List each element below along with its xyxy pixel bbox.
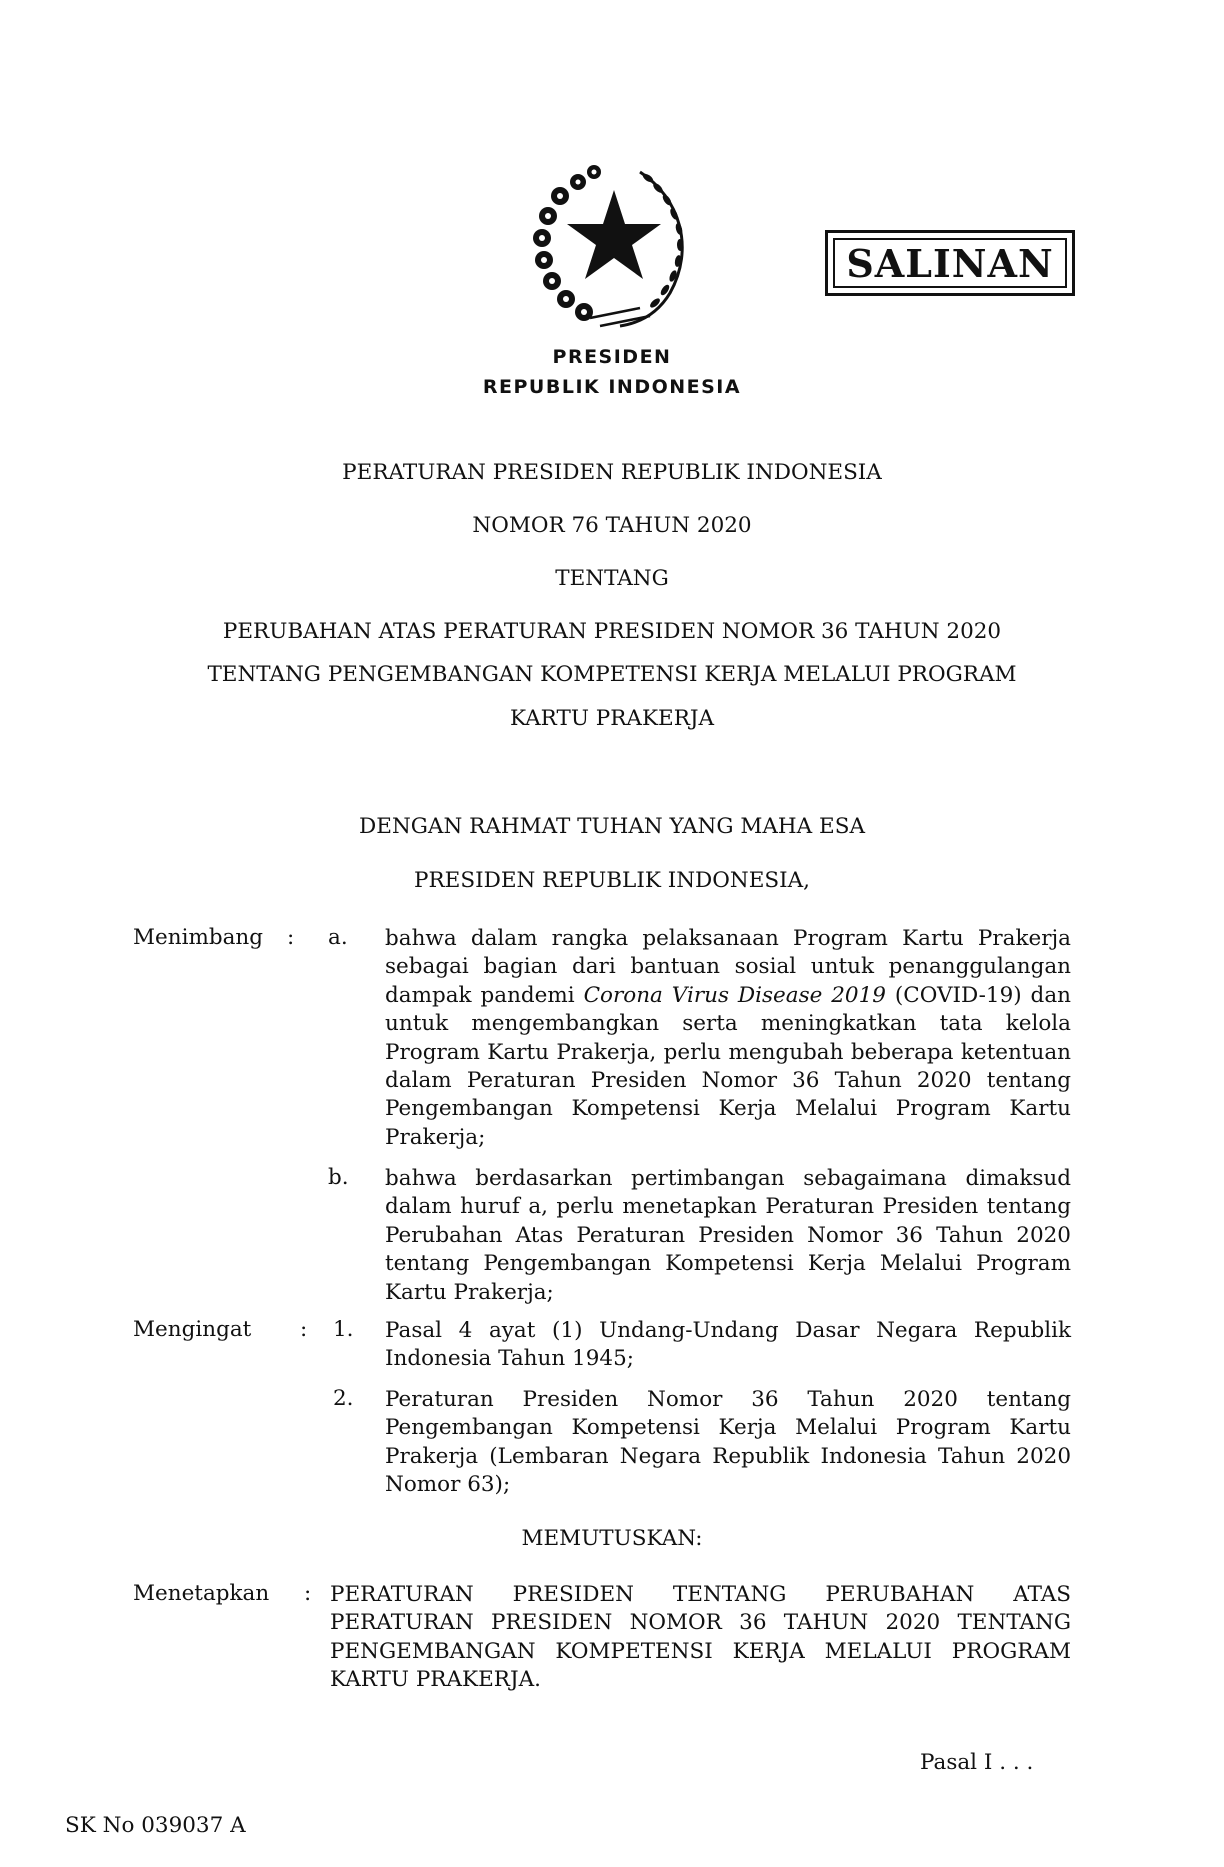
menetapkan-label: Menetapkan bbox=[133, 1581, 270, 1606]
title-line3: TENTANG bbox=[555, 566, 669, 591]
menetapkan-text: PERATURAN PRESIDEN TENTANG PERUBAHAN ATAS PERATURAN PRESIDEN NOMOR 36 TAHUN 2020 TENTANG PENGEMBANGAN KOMPETENSI KERJA MELALUI PROGRAM KARTU PRAKERJA. bbox=[330, 1582, 1071, 1693]
next-page-indicator: Pasal I . . . bbox=[920, 1750, 1034, 1775]
menimbang-colon: : bbox=[287, 925, 295, 950]
mengingat-item-1-mark: 1. bbox=[333, 1317, 354, 1342]
mengingat-item-1-text: Pasal 4 ayat (1) Undang-Undang Dasar Negara Republik Indonesia Tahun 1945; bbox=[385, 1318, 1071, 1372]
preamble-line1: DENGAN RAHMAT TUHAN YANG MAHA ESA bbox=[359, 814, 865, 839]
menimbang-item-b-mark: b. bbox=[328, 1165, 349, 1190]
header-line2: REPUBLIK INDONESIA bbox=[482, 376, 742, 398]
title-line4: PERUBAHAN ATAS PERATURAN PRESIDEN NOMOR 36 TAHUN 2020 bbox=[222, 619, 1002, 644]
presidential-emblem-icon bbox=[530, 158, 698, 333]
document-serial-number: SK No 039037 A bbox=[65, 1813, 246, 1838]
menetapkan-colon: : bbox=[304, 1581, 312, 1606]
preamble-line2: PRESIDEN REPUBLIK INDONESIA, bbox=[414, 868, 810, 893]
menimbang-label: Menimbang bbox=[133, 925, 264, 950]
mengingat-label: Mengingat bbox=[133, 1317, 252, 1342]
mengingat-colon: : bbox=[300, 1317, 308, 1342]
salinan-stamp-text: SALINAN bbox=[833, 238, 1067, 288]
title-line1: PERATURAN PRESIDEN REPUBLIK INDONESIA bbox=[342, 460, 882, 485]
menimbang-item-a-text-italic: Corona Virus Disease 2019 bbox=[583, 982, 886, 1008]
title-line5: TENTANG PENGEMBANGAN KOMPETENSI KERJA MELALUI PROGRAM bbox=[207, 662, 1017, 687]
title-line6: KARTU PRAKERJA bbox=[509, 706, 715, 731]
menimbang-item-b-text: bahwa berdasarkan pertimbangan sebagaimana dimaksud dalam huruf a, perlu menetapkan Peraturan Presiden tentang Perubahan Atas Peraturan Presiden Nomor 36 Tahun 2020 tentang Pengembangan Kompetensi Kerja Melalui Program Kartu Prakerja; bbox=[385, 1166, 1071, 1305]
mengingat-item-2-mark: 2. bbox=[333, 1386, 354, 1411]
menimbang-item-a-text-post: (COVID-19) dan untuk mengembangkan serta meningkatkan tata kelola Program Kartu Prakerja, perlu mengubah beberapa ketentuan dalam Peraturan Presiden Nomor 36 Tahun 2020 tentang Pengembangan Kompetensi Kerja Melalui Program Kartu Prakerja; bbox=[385, 982, 1071, 1150]
menimbang-item-a-text bbox=[385, 925, 1071, 1152]
menimbang-item-a-text-pre: bahwa dalam rangka pelaksanaan Program Kartu Prakerja sebagai bagian dari bantuan sosial untuk penanggulangan dampak pandemi bbox=[385, 926, 1071, 1008]
title-line2: NOMOR 76 TAHUN 2020 bbox=[472, 513, 752, 538]
menimbang-item-a-mark: a. bbox=[328, 925, 348, 950]
memutuskan-heading: MEMUTUSKAN: bbox=[521, 1526, 703, 1551]
mengingat-item-2-text: Peraturan Presiden Nomor 36 Tahun 2020 tentang Pengembangan Kompetensi Kerja Melalui Program Kartu Prakerja (Lembaran Negara Republik Indonesia Tahun 2020 Nomor 63); bbox=[385, 1387, 1071, 1498]
header-line1: PRESIDEN bbox=[552, 346, 672, 368]
salinan-stamp bbox=[825, 230, 1075, 296]
